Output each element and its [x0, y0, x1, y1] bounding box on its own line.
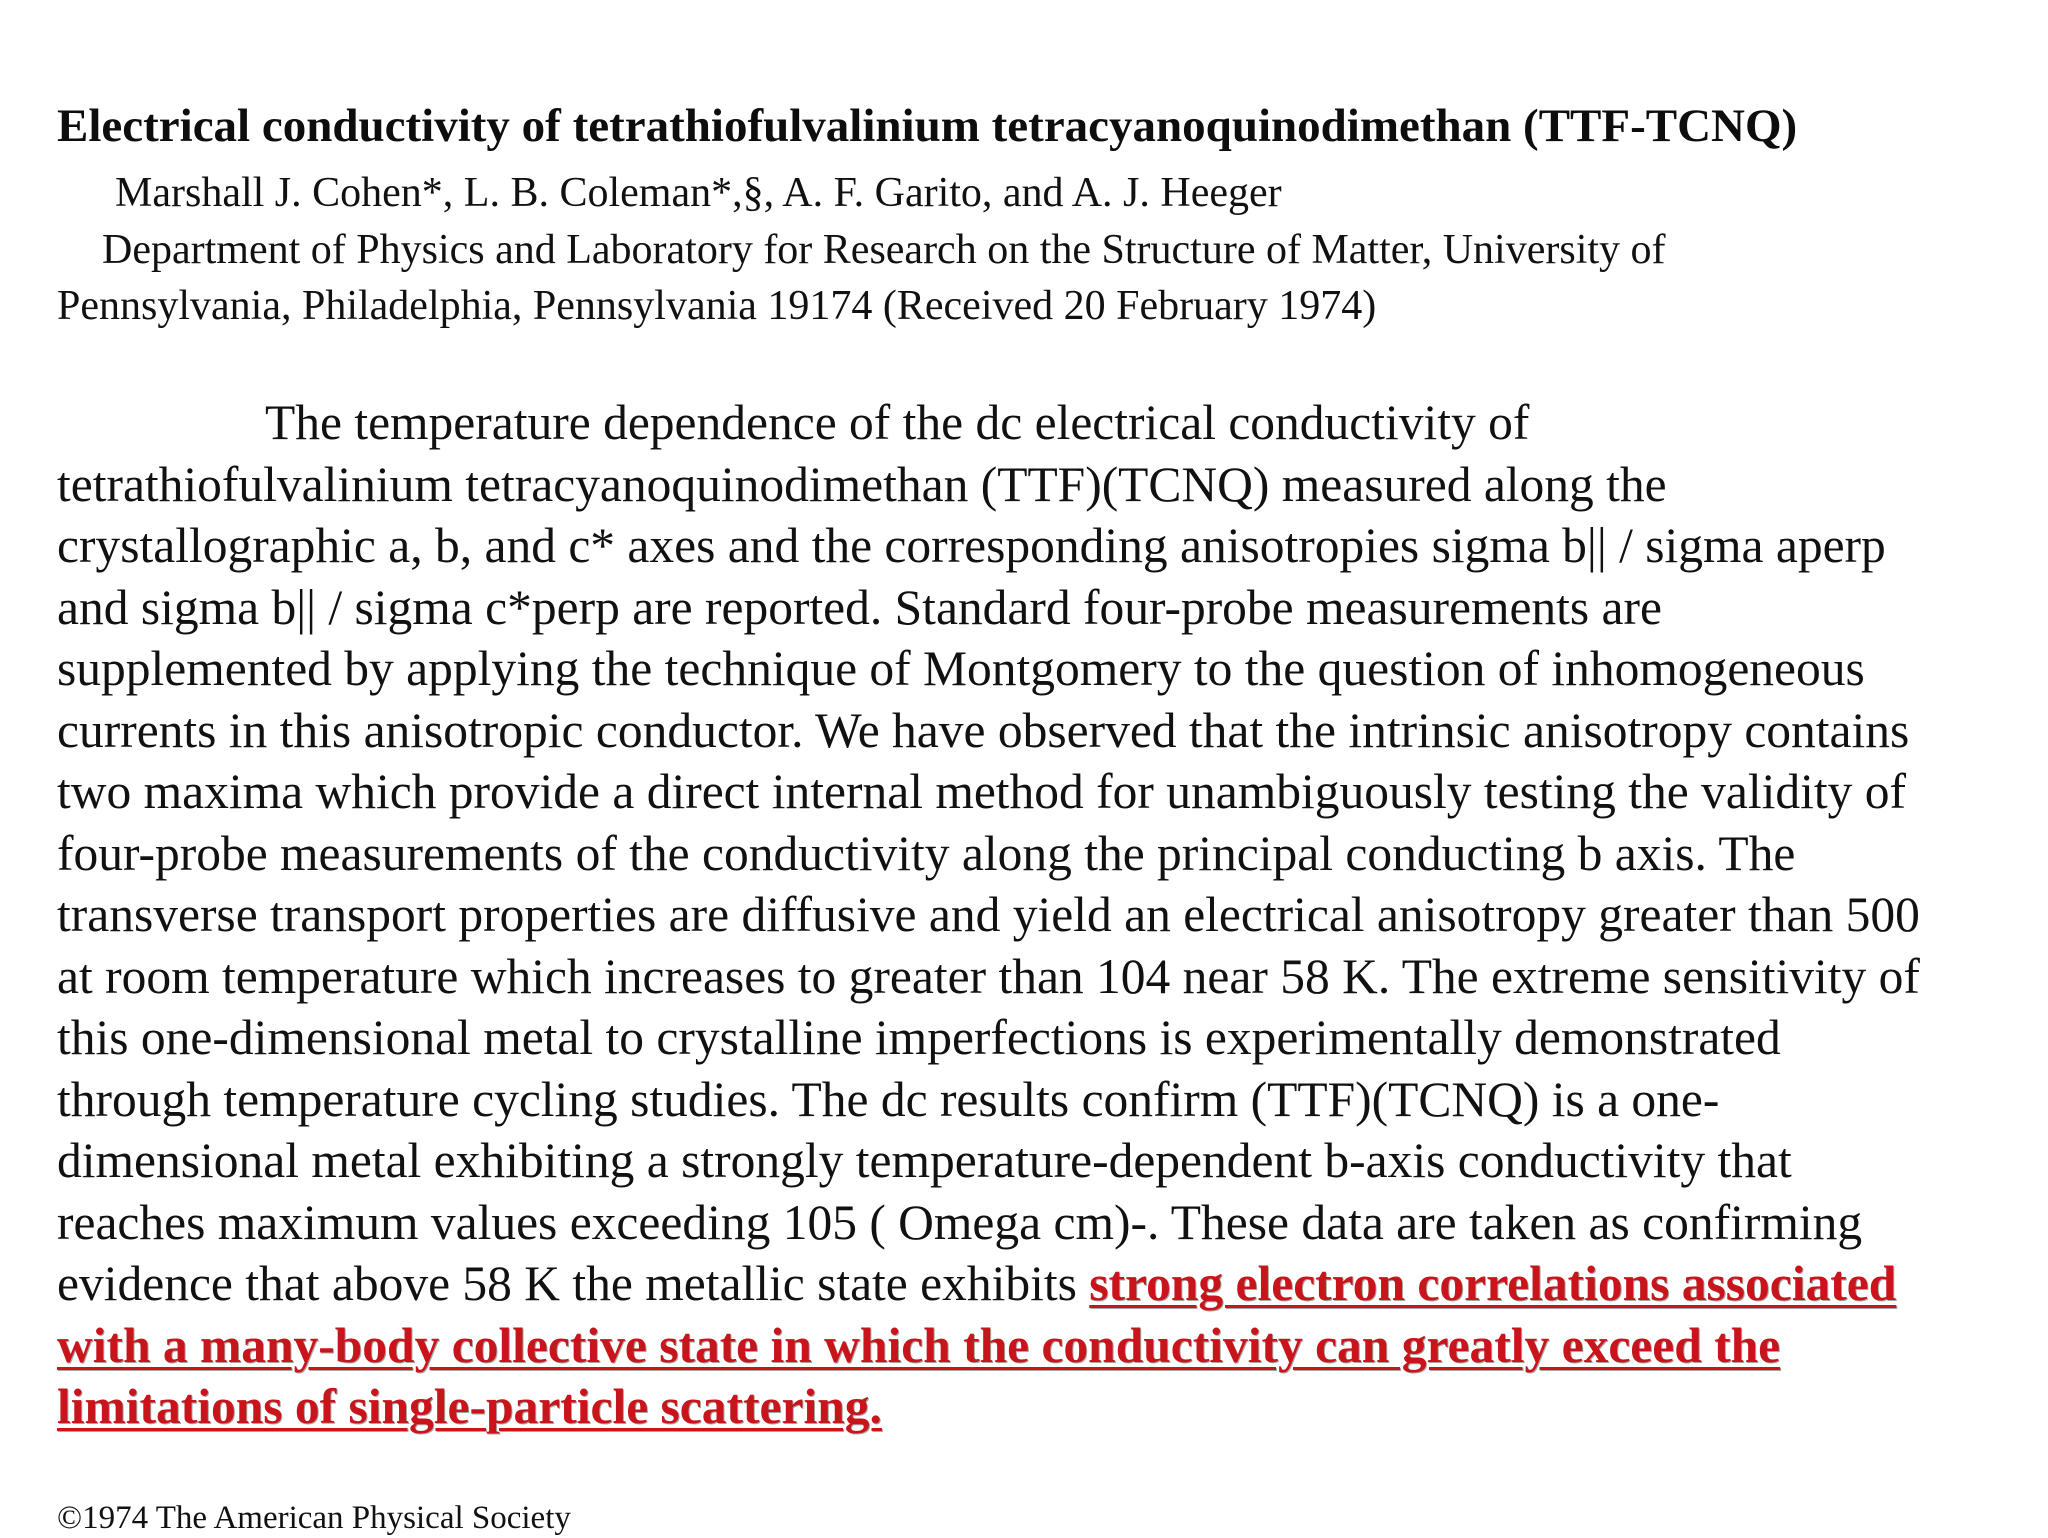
abstract-line: and sigma b|| / sigma c*perp are reported. Standard four-probe measurements are: [57, 579, 1662, 635]
highlighted-conclusion: with a many-body collective state in which the conductivity can greatly exceed the: [57, 1317, 1781, 1373]
paper-title: Electrical conductivity of tetrathiofulvalinium tetracyanoquinodimethan (TTF-TCNQ): [57, 100, 1798, 152]
affiliation-line: Department of Physics and Laboratory for Research on the Structure of Matter, University of: [102, 227, 1666, 273]
abstract-line: [57, 1376, 2027, 1438]
abstract-line: [57, 1315, 2027, 1377]
abstract-line-with-highlight: [57, 1253, 2027, 1315]
abstract-line: dimensional metal exhibiting a strongly temperature-dependent b-axis conductivity that: [57, 1133, 1792, 1188]
abstract: [57, 392, 2027, 1438]
copyright-notice: ©1974 The American Physical Society: [57, 1500, 571, 1536]
abstract-line: four-probe measurements of the conductivity along the principal conducting b axis. The: [57, 825, 1796, 881]
affiliation-line: Pennsylvania, Philadelphia, Pennsylvania 19174 (Received 20 February 1974): [57, 283, 1377, 329]
abstract-line: currents in this anisotropic conductor. We have observed that the intrinsic anisotropy contains: [57, 702, 1910, 758]
abstract-line: transverse transport properties are diffusive and yield an electrical anisotropy greater than 500: [57, 887, 1920, 942]
abstract-line: at room temperature which increases to greater than 104 near 58 K. The extreme sensitivity of: [57, 948, 1920, 1004]
affiliation: [57, 222, 1957, 334]
abstract-line: through temperature cycling studies. The dc results confirm (TTF)(TCNQ) is a one-: [57, 1071, 1720, 1127]
highlighted-conclusion: limitations of single-particle scattering.: [57, 1379, 882, 1434]
abstract-line: The temperature dependence of the dc electrical conductivity of: [265, 395, 1530, 450]
highlighted-conclusion: strong electron correlations associated: [1089, 1256, 1897, 1311]
abstract-line: reaches maximum values exceeding 105 ( Omega cm)-. These data are taken as confirming: [57, 1194, 1863, 1250]
abstract-line: tetrathiofulvalinium tetracyanoquinodimethan (TTF)(TCNQ) measured along the: [57, 456, 1667, 512]
author-list: Marshall J. Cohen*, L. B. Coleman*,§, A. F. Garito, and A. J. Heeger: [115, 170, 1282, 216]
abstract-line: crystallographic a, b, and c* axes and the corresponding anisotropies sigma b|| / sigma aperp: [57, 518, 1886, 573]
abstract-line: two maxima which provide a direct internal method for unambiguously testing the validity of: [57, 764, 1906, 819]
abstract-line: supplemented by applying the technique of Montgomery to the question of inhomogeneous: [57, 641, 1865, 696]
abstract-text: evidence that above 58 K the metallic state exhibits: [57, 1256, 1090, 1311]
abstract-line: this one-dimensional metal to crystalline imperfections is experimentally demonstrated: [57, 1010, 1781, 1065]
